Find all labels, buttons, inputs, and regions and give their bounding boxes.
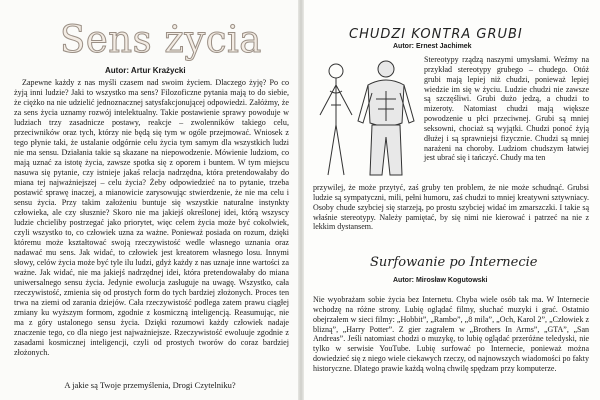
article-body: przywilej, że może przytyć, zaś gruby ten problem, że nie może schudnąć. Grubsi ludzie są sympatyczni, mili, pełni humoru, zaś chudzi to mniej kreatywni sztywniacy. Osoby chude szybciej się starzeją, po prostu szybciej widać im zmarszczki. I takie są właśnie stereotypy. Należy pamiętać, by się nimi nie kierować i patrzeć na nie z lekkim dystansem.	[313, 183, 589, 232]
article-title: CHUDZI KONTRA GRUBI	[349, 27, 523, 42]
article-body: Stereotypy rządzą naszymi umysłami. Weźmy na przykład stereotypy grubego – chudego. Otóż grubi mają lepiej niż chudzi, ponieważ lepiej wiedzie im się w życiu. Ludzie chudzi nie zawsze są szczęśliwi. Grubi dużo jedzą, a chudzi to mizeroty. Natomiast chudzi mają większe powodzenie u płci przeciwnej. Grubi są mniej seksowni, chociaż są wyjątki. Chudzi ponoć żyją dłużej i są sprawniejsi fizycznie. Chudzi są mniej narażeni na choroby. Ludziom chudszym łatwiej jest ubrać się i tańczyć. Chudy ma ten	[424, 55, 589, 163]
article-author: Autor: Mirosław Kogutowski	[393, 277, 488, 284]
article-title: Sens życia	[60, 18, 262, 61]
article-author: Autor: Artur Krażycki	[105, 66, 186, 75]
article-body: Nie wyobrażam sobie życia bez Internetu. Chyba wiele osób tak ma. W Internecie wchodzę na różne strony. Lubię oglądać filmy, słuchać muzyki i grać. Ostatnio obejrzałem w sieci filmy: „Hobbit”, „Rambo”, „8 mila”, „Och, Karol 2”, „Człowiek z blizną”, „Harry Potter”. Z gier zagrałem w „Brothers In Arms”, „GTA”, „San Andreas”. Jeśli natomiast chodzi o muzykę, to lubię oglądać przeróżne teledyski, nie tylko w serwisie YouTube. Lubię surfować po Internecie, ponieważ można dowiedzieć się z niego wiele ciekawych rzeczy, od najnowszych wiadomości po fakty historyczne. Dlatego prawie każdą wolną chwilę spędzam przy komputerze.	[313, 295, 589, 373]
article-author: Autor: Ernest Jachimek	[393, 43, 472, 50]
article-body: Zapewne każdy z nas myśli czasem nad swoim życiem. Dlaczego żyję? Po co żyją inni ludzie? Jaki to wszystko ma sens? Filozoficzne pytania mają to do siebie, że ciężko na nie udzielić jednoznacznej satysfakcjonującej odpowiedzi. Załóżmy, że za sens życia uznamy rozwój intelektualny. Takie postawienie sprawy powoduje w ludziach trzy zasadnicze postawy, reakcje – zwolenników takiego celu, przeciwników oraz tych, którzy nie będą się tym w ogóle przejmować. Wniosek z tego płynie taki, że ustalanie odgórnie celu życia tym samym dla wszystkich ludzi nie ma sensu. Działania takie są skazane na niepowodzenie. Mówienie ludziom, co mają uznać za istotę życia, zawsze spotka się z oporem i buntem. W tym miejscu nasuwa się pytanie, czy istnieje jakaś relacja nadrzędna, która pretendowałaby do miana tej najważniejszej – celu życia? Żeby odpowiedzieć na to pytanie, trzeba postawić sprawę inaczej, a mianowicie zarysowując stwierdzenie, że nie ma celu i sensu życia. Przy takim założeniu buntuje się wszystkie naturalne instynkty człowieka, ale czy słusznie? Skoro nie ma jakiejś określonej idei, którą wszyscy ludzie chcieliby postrzegać jako priorytet, więc celem życia może być cokolwiek, czyli wszystko to, co człowiek uzna za ważne. Ponieważ posiada on rozum, dzięki któremu może kształtować swoją rzeczywistość wedle własnego uznania oraz nadawać mu sens. Jak widać, to człowiek jest kreatorem własnego losu. Innymi słowy, celów życia może być tyle ilu ludzi, gdyż każdy z nas uznaje inne wartości za ważne. Jak widać, nie ma jakiejś nadrzędnej idei, która pretendowałaby do miana uniwersalnego sensu życia. Jedynie ewolucja zasługuje na uwagę. Wszystko, cała rzeczywistość, zmienia się od prostych form do tych bardziej złożonych. Proces ten trwa na ziemi od zarania dziejów. Cała rzeczywistość podlega zatem prawu ciągłej zmiany ku wyższym formom, zgodnie z kosmiczną inteligencją. Reasumując, nie ma z góry ustalonego sensu życia. Dzięki rozumowi każdy człowiek nadaje znaczenie tego, co dla niego jest najważniejsze. Rzeczywistość ewoluuje zgodnie z zasadami kosmicznej inteligencji, czyli od prostych tworów do coraz bardziej złożonych.	[14, 78, 289, 357]
article-closing: A jakie są Twoje przemyślenia, Drogi Czytelniku?	[64, 380, 236, 390]
article-title: Surfowanie po Internecie	[370, 255, 538, 270]
thin-figure	[320, 64, 352, 175]
muscular-figure	[358, 61, 414, 175]
figure-illustration	[306, 55, 421, 179]
page-gutter	[298, 0, 304, 400]
